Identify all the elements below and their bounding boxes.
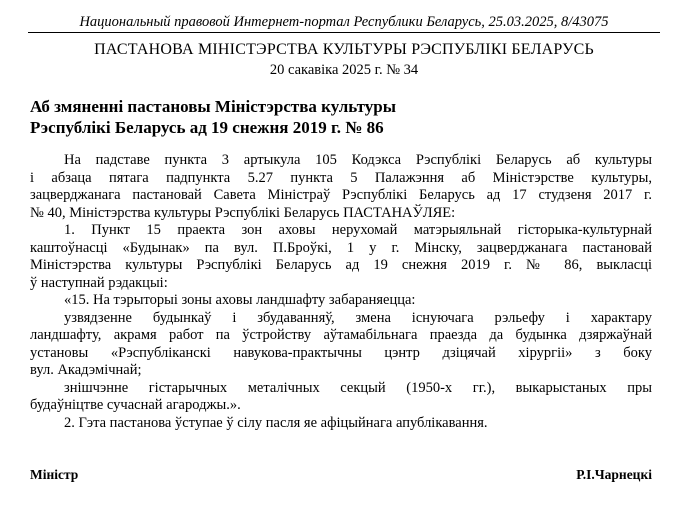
text-line: № 40, Міністэрства культуры Рэспублікі Беларусь ПАСТАНАЎЛЯЕ: <box>30 204 456 221</box>
quote-intro: «15. На тэрыторыі зоны аховы ландшафту забараняецца: <box>64 292 416 308</box>
text-line: будаўніцтве сучаснай агароджы.». <box>30 397 241 413</box>
text-line: На падставе пункта 3 артыкула 105 Кодэкса Рэспублікі Беларусь аб культуры <box>64 152 652 168</box>
signature-block <box>30 466 652 484</box>
text-line: ў наступнай рэдакцыі: <box>30 274 168 291</box>
document-body <box>30 152 652 432</box>
preamble-paragraph <box>30 152 652 222</box>
quote-paragraph-1 <box>30 310 652 380</box>
text-line: каштоўнасці «Будынак» па вул. П.Броўкі, 1 у г. Мінску, зацверджанага пастановай <box>30 239 652 256</box>
text-line: і абзаца пятага падпункта 5.27 пункта 5 Палажэння аб Міністэрстве культуры, <box>30 169 652 186</box>
subject-line: Аб змяненні пастановы Міністэрства культуры <box>30 97 397 116</box>
text-line: Міністэрства культуры Рэспублікі Беларусь ад 19 снежня 2019 г. № 86, выкласці <box>30 257 652 273</box>
text-line: установы «Рэспубліканскі навукова-практычны цэнтр дзіцячай хірургіі» з боку <box>30 344 652 361</box>
portal-header: Национальный правовой Интернет-портал Республики Беларусь, 25.03.2025, 8/43075 <box>79 14 609 30</box>
text-line: вул. Акадэмічнай; <box>30 362 142 378</box>
item-2-paragraph: 2. Гэта пастанова ўступае ў сілу пасля яе афіцыйнага апублікавання. <box>64 414 488 431</box>
text-line: узвядзенне будынкаў і збудаванняў, змена існуючага рэльефу і характару <box>64 309 652 326</box>
text-line: знішчэнне гістарычных металічных секцый (1950-х гг.), выкарыстаных пры <box>64 379 652 396</box>
text-line: ландшафту, акрамя работ па ўстройству аўтамабільнага праезда да будынка дзяржаўнай <box>30 327 652 343</box>
resolution-title: ПАСТАНОВА МІНІСТЭРСТВА КУЛЬТУРЫ РЭСПУБЛІКІ БЕЛАРУСЬ <box>94 41 594 58</box>
resolution-date-number: 20 сакавіка 2025 г. № 34 <box>269 62 419 78</box>
subject-line: Рэспублікі Беларусь ад 19 снежня 2019 г. № 86 <box>30 118 384 137</box>
signatory-position: Міністр <box>30 467 79 482</box>
document-subject <box>30 96 470 138</box>
header-divider <box>28 32 660 33</box>
item-1-paragraph <box>30 222 652 292</box>
text-line: зацверджанага пастановай Савета Міністраў Рэспублікі Беларусь ад 17 студзеня 2017 г. <box>30 187 652 203</box>
quote-paragraph-2 <box>30 380 652 415</box>
text-line: 1. Пункт 15 праекта зон аховы нерухомай матэрыяльнай гісторыка-культурнай <box>64 222 652 238</box>
signatory-name: Р.І.Чарнецкі <box>576 467 652 482</box>
